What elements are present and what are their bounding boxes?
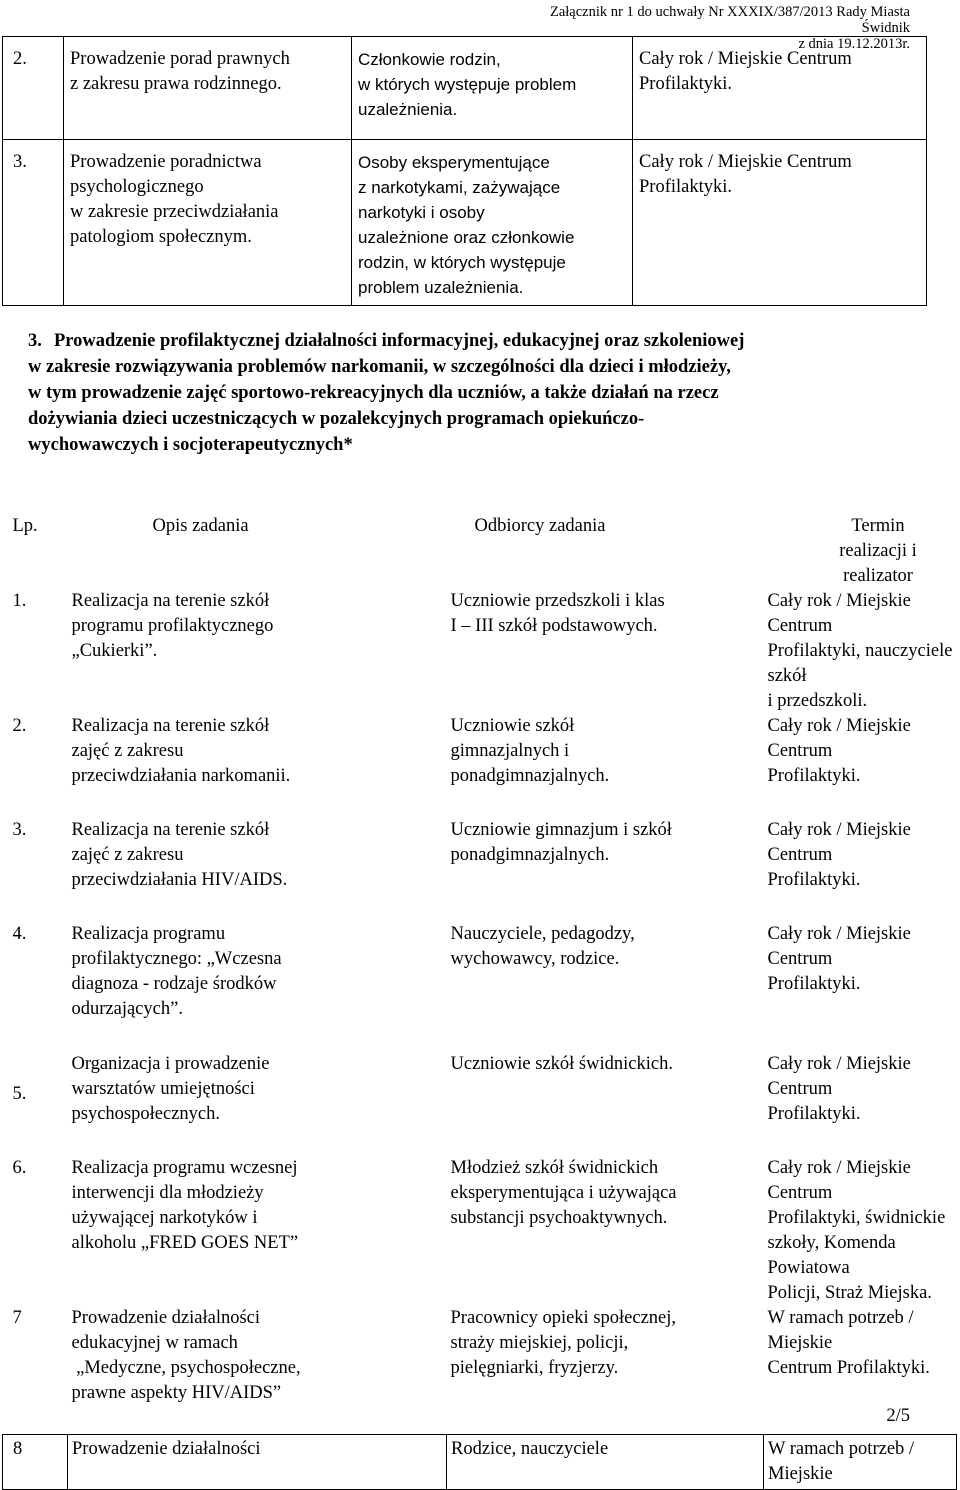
- text-line: Realizacja programu: [71, 924, 226, 944]
- text-line: substancji psychoaktywnych.: [450, 1208, 668, 1228]
- header-opis: [68, 510, 447, 589]
- text-line: W ramach potrzeb / Miejskie: [767, 1308, 914, 1353]
- text-line: patologiom społecznym.: [70, 227, 252, 247]
- text-line: przeciwdziałania narkomanii.: [71, 766, 291, 786]
- header-note-line1: Załącznik nr 1 do uchwały Nr XXXIX/387/2013 Rady Miasta Świdnik: [549, 4, 910, 36]
- task-term: [764, 818, 957, 922]
- text-line: straży miejskiej, policji,: [450, 1333, 629, 1353]
- text-line: Pracownicy opieki społecznej,: [450, 1308, 677, 1328]
- row-number: 8: [3, 1434, 68, 1489]
- text-line: zajęć z zakresu: [71, 845, 184, 865]
- header-note-line2: z dnia 19.12.2013r.: [798, 36, 910, 52]
- text-line: Organizacja i prowadzenie: [71, 1054, 270, 1074]
- task-description: [68, 818, 447, 922]
- task-description: [64, 140, 352, 306]
- text-line: Prowadzenie poradnictwa: [70, 152, 262, 172]
- text-line: Realizacja programu wczesnej: [71, 1158, 298, 1178]
- table-row: [3, 1156, 957, 1306]
- row-number: 3.: [3, 140, 64, 306]
- text-line: używającej narkotyków i: [71, 1208, 258, 1228]
- text-line: W ramach potrzeb / Miejskie: [768, 1438, 915, 1484]
- task-term: [764, 714, 957, 818]
- text-line: Cały rok / Miejskie Centrum: [767, 1158, 911, 1203]
- text-line: narkotyki i osoby: [358, 203, 485, 222]
- text-line: Profilaktyki, świdnickie: [767, 1208, 946, 1228]
- text-line: Profilaktyki.: [767, 766, 861, 786]
- top-task-table: [2, 36, 927, 306]
- task-term: [764, 589, 957, 714]
- row-number: 7: [12, 1308, 22, 1328]
- text-line: ponadgimnazjalnych.: [450, 845, 610, 865]
- text-line: Prowadzenie porad prawnych: [70, 49, 290, 69]
- task-recipients: [447, 1434, 764, 1489]
- task-description: [68, 714, 447, 818]
- text-line: Uczniowie szkół: [450, 716, 575, 736]
- main-task-table: [2, 510, 957, 1490]
- text-line: Centrum Profilaktyki.: [767, 1358, 930, 1378]
- text-line: profilaktycznego: „Wczesna: [71, 949, 282, 969]
- text-line: z narkotykami, zażywające: [358, 178, 561, 197]
- text-line: Prowadzenie działalności: [72, 1438, 261, 1459]
- text-line: 5.: [12, 1084, 27, 1104]
- text-line: Realizacja na terenie szkół: [71, 591, 270, 611]
- text-line: I – III szkół podstawowych.: [450, 616, 658, 636]
- text-line: Uczniowie gimnazjum i szkół: [450, 820, 672, 840]
- text-line: Cały rok / Miejskie Centrum: [767, 924, 911, 969]
- task-recipients: [352, 140, 633, 306]
- text-line: psychospołecznych.: [71, 1104, 220, 1124]
- text-line: Uczniowie szkół świdnickich.: [450, 1054, 673, 1074]
- text-line: Cały rok / Miejskie Centrum: [767, 820, 911, 865]
- text-line: szkoły, Komenda Powiatowa: [767, 1233, 896, 1278]
- task-description: [68, 1156, 447, 1306]
- header-lp: Lp.: [12, 516, 38, 536]
- row-number: 2.: [12, 716, 27, 736]
- text-line: rodzin, w których występuje: [358, 253, 566, 272]
- table-row: [3, 818, 957, 922]
- text-line: Członkowie rodzin,: [358, 50, 501, 69]
- row-number: 4.: [12, 924, 27, 944]
- text-line: Profilaktyki, nauczyciele szkół: [767, 641, 953, 686]
- section-line: dożywiania dzieci uczestniczących w pozalekcyjnych programach opiekuńczo-: [28, 409, 645, 429]
- text-line: przeciwdziałania HIV/AIDS.: [71, 870, 288, 890]
- task-term: [633, 37, 927, 140]
- table-row: [3, 589, 957, 714]
- task-description: [68, 1306, 447, 1434]
- text-line: Rodzice, nauczyciele: [451, 1438, 609, 1459]
- task-recipients: [447, 1052, 764, 1156]
- task-recipients: [352, 37, 633, 140]
- task-term: [633, 140, 927, 306]
- text-line: Osoby eksperymentujące: [358, 153, 550, 172]
- table-row: [3, 1052, 957, 1156]
- task-term: [764, 1434, 957, 1489]
- text-line: Cały rok / Miejskie Centrum: [639, 49, 852, 69]
- text-line: prawne aspekty HIV/AIDS”: [71, 1383, 282, 1403]
- header-text: Opis zadania: [152, 516, 249, 536]
- text-line: Profilaktyki.: [639, 177, 733, 197]
- text-line: Cały rok / Miejskie Centrum: [767, 591, 911, 636]
- text-line: Profilaktyki.: [767, 974, 861, 994]
- row-number: 2.: [3, 37, 64, 140]
- task-recipients: [447, 1306, 764, 1434]
- row-number: 1.: [12, 591, 27, 611]
- text-line: psychologicznego: [70, 177, 204, 197]
- text-line: Cały rok / Miejskie Centrum: [767, 1054, 911, 1099]
- text-line: Cały rok / Miejskie Centrum: [639, 152, 852, 172]
- text-line: diagnoza - rodzaje środków: [71, 974, 277, 994]
- text-line: Nauczyciele, pedagodzy,: [450, 924, 635, 944]
- row-number: [3, 1052, 68, 1156]
- text-line: programu profilaktycznego: [71, 616, 274, 636]
- text-line: z zakresu prawa rodzinnego.: [70, 74, 282, 94]
- section-heading: [28, 328, 908, 458]
- row-number: 3.: [12, 820, 27, 840]
- text-line: ponadgimnazjalnych.: [450, 766, 610, 786]
- section-line: w tym prowadzenie zajęć sportowo-rekreacyjnych dla uczniów, a także działań na rzecz: [28, 383, 719, 403]
- table-row: [3, 714, 957, 818]
- task-recipients: [447, 1156, 764, 1306]
- task-term: [764, 1156, 957, 1306]
- task-recipients: [447, 922, 764, 1052]
- task-term: [764, 1306, 957, 1434]
- text-line: w których występuje problem: [358, 75, 577, 94]
- page-number: 2/5: [886, 1406, 910, 1426]
- text-line: Realizacja na terenie szkół: [71, 820, 270, 840]
- task-term: [764, 1052, 957, 1156]
- header-odbiorcy: [447, 510, 764, 589]
- table-row: [3, 1434, 957, 1489]
- header-termin: [764, 510, 957, 589]
- text-line: Profilaktyki.: [767, 1104, 861, 1124]
- text-line: Cały rok / Miejskie Centrum: [767, 716, 911, 761]
- section-line: w zakresie rozwiązywania problemów narkomanii, w szczególności dla dzieci i młodzieży,: [28, 357, 731, 377]
- text-line: „Medyczne, psychospołeczne,: [71, 1358, 301, 1378]
- header-text: realizacji i realizator: [839, 541, 917, 586]
- text-line: Uczniowie przedszkoli i klas: [450, 591, 665, 611]
- text-line: Profilaktyki.: [639, 74, 733, 94]
- table-row: [3, 37, 927, 140]
- text-line: Realizacja na terenie szkół: [71, 716, 270, 736]
- task-recipients: [447, 714, 764, 818]
- text-line: interwencji dla młodzieży: [71, 1183, 264, 1203]
- text-line: Młodzież szkół świdnickich: [450, 1158, 659, 1178]
- task-description: [68, 1052, 447, 1156]
- table-header-row: [3, 510, 957, 589]
- text-line: Prowadzenie profilaktycznej działalności informacyjnej, edukacyjnej oraz szkoleniowej: [54, 331, 745, 351]
- header-text: Odbiorcy zadania: [474, 516, 606, 536]
- text-line: i przedszkoli.: [767, 691, 868, 711]
- text-line: w zakresie przeciwdziałania: [70, 202, 279, 222]
- task-description: [68, 922, 447, 1052]
- text-line: wychowawcy, rodzice.: [450, 949, 620, 969]
- text-line: alkoholu „FRED GOES NET”: [71, 1233, 299, 1253]
- header-text: Termin: [851, 516, 905, 536]
- task-description: [68, 589, 447, 714]
- text-line: edukacyjnej w ramach: [71, 1333, 238, 1353]
- text-line: gimnazjalnych i: [450, 741, 570, 761]
- text-line: odurzających”.: [71, 999, 183, 1019]
- task-recipients: [447, 589, 764, 714]
- task-description: [68, 1434, 447, 1489]
- text-line: pielęgniarki, fryzjerzy.: [450, 1358, 619, 1378]
- task-description: [64, 37, 352, 140]
- table-row: [3, 1306, 957, 1434]
- table-row: [3, 922, 957, 1052]
- text-line: eksperymentująca i używająca: [450, 1183, 677, 1203]
- text-line: problem uzależnienia.: [358, 278, 524, 297]
- section-line: wychowawczych i socjoterapeutycznych*: [28, 435, 353, 455]
- section-line: [28, 328, 908, 354]
- text-line: Policji, Straż Miejska.: [767, 1283, 932, 1303]
- text-line: zajęć z zakresu: [71, 741, 184, 761]
- row-number: 6.: [12, 1158, 27, 1178]
- task-recipients: [447, 818, 764, 922]
- text-line: warsztatów umiejętności: [71, 1079, 255, 1099]
- text-line: Profilaktyki.: [767, 870, 861, 890]
- text-line: uzależnione oraz członkowie: [358, 228, 575, 247]
- text-line: Prowadzenie działalności: [71, 1308, 261, 1328]
- text-line: „Cukierki”.: [71, 641, 158, 661]
- task-term: [764, 922, 957, 1052]
- text-line: uzależnienia.: [358, 100, 458, 119]
- table-row: [3, 140, 927, 306]
- section-number: 3.: [28, 331, 42, 351]
